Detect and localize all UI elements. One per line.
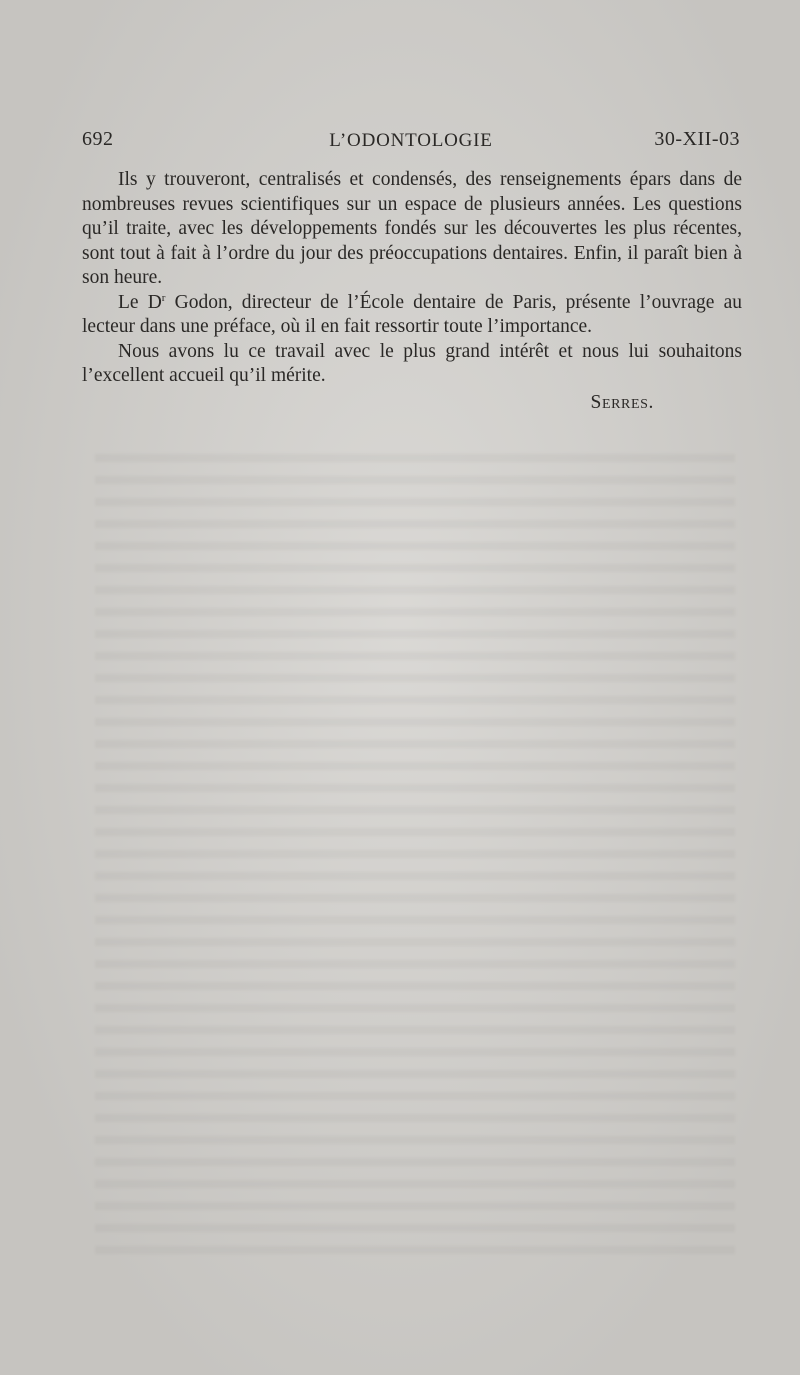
- doctor-abbrev-superscript: r: [161, 291, 166, 304]
- paragraph-2-start: Le D: [118, 291, 162, 313]
- issue-date: 30-XII-03: [654, 128, 740, 150]
- paragraph-3: Nous avons lu ce travail avec le plus grand intérêt et nous lui souhaitons l’excellent accueil qu’il mérite.: [82, 340, 742, 386]
- running-title: L’ODONTOLOGIE: [329, 130, 493, 151]
- bleed-through-background: [95, 440, 735, 1260]
- paragraph-2-rest: Godon, directeur de l’École dentaire de Paris, présente l’ouvrage au lecteur dans une préface, où il en fait ressortir toute l’importance.: [82, 291, 742, 337]
- paragraph-1: Ils y trouveront, centralisés et condensés, des renseignements épars dans de nombreuses revues scientifiques sur un espace de plusieurs années. Les questions qu’il traite, avec les développements fondés sur les découvertes les plus récentes, sont tout à fait à l’ordre du jour des préoccupations dentaires. Enfin, il paraît bien à son heure.: [82, 169, 742, 288]
- page-header: [82, 128, 740, 158]
- author-signature: Serres.: [590, 391, 654, 413]
- article-body: [82, 168, 742, 415]
- page-number: 692: [82, 128, 114, 150]
- paragraph-2: [82, 291, 742, 340]
